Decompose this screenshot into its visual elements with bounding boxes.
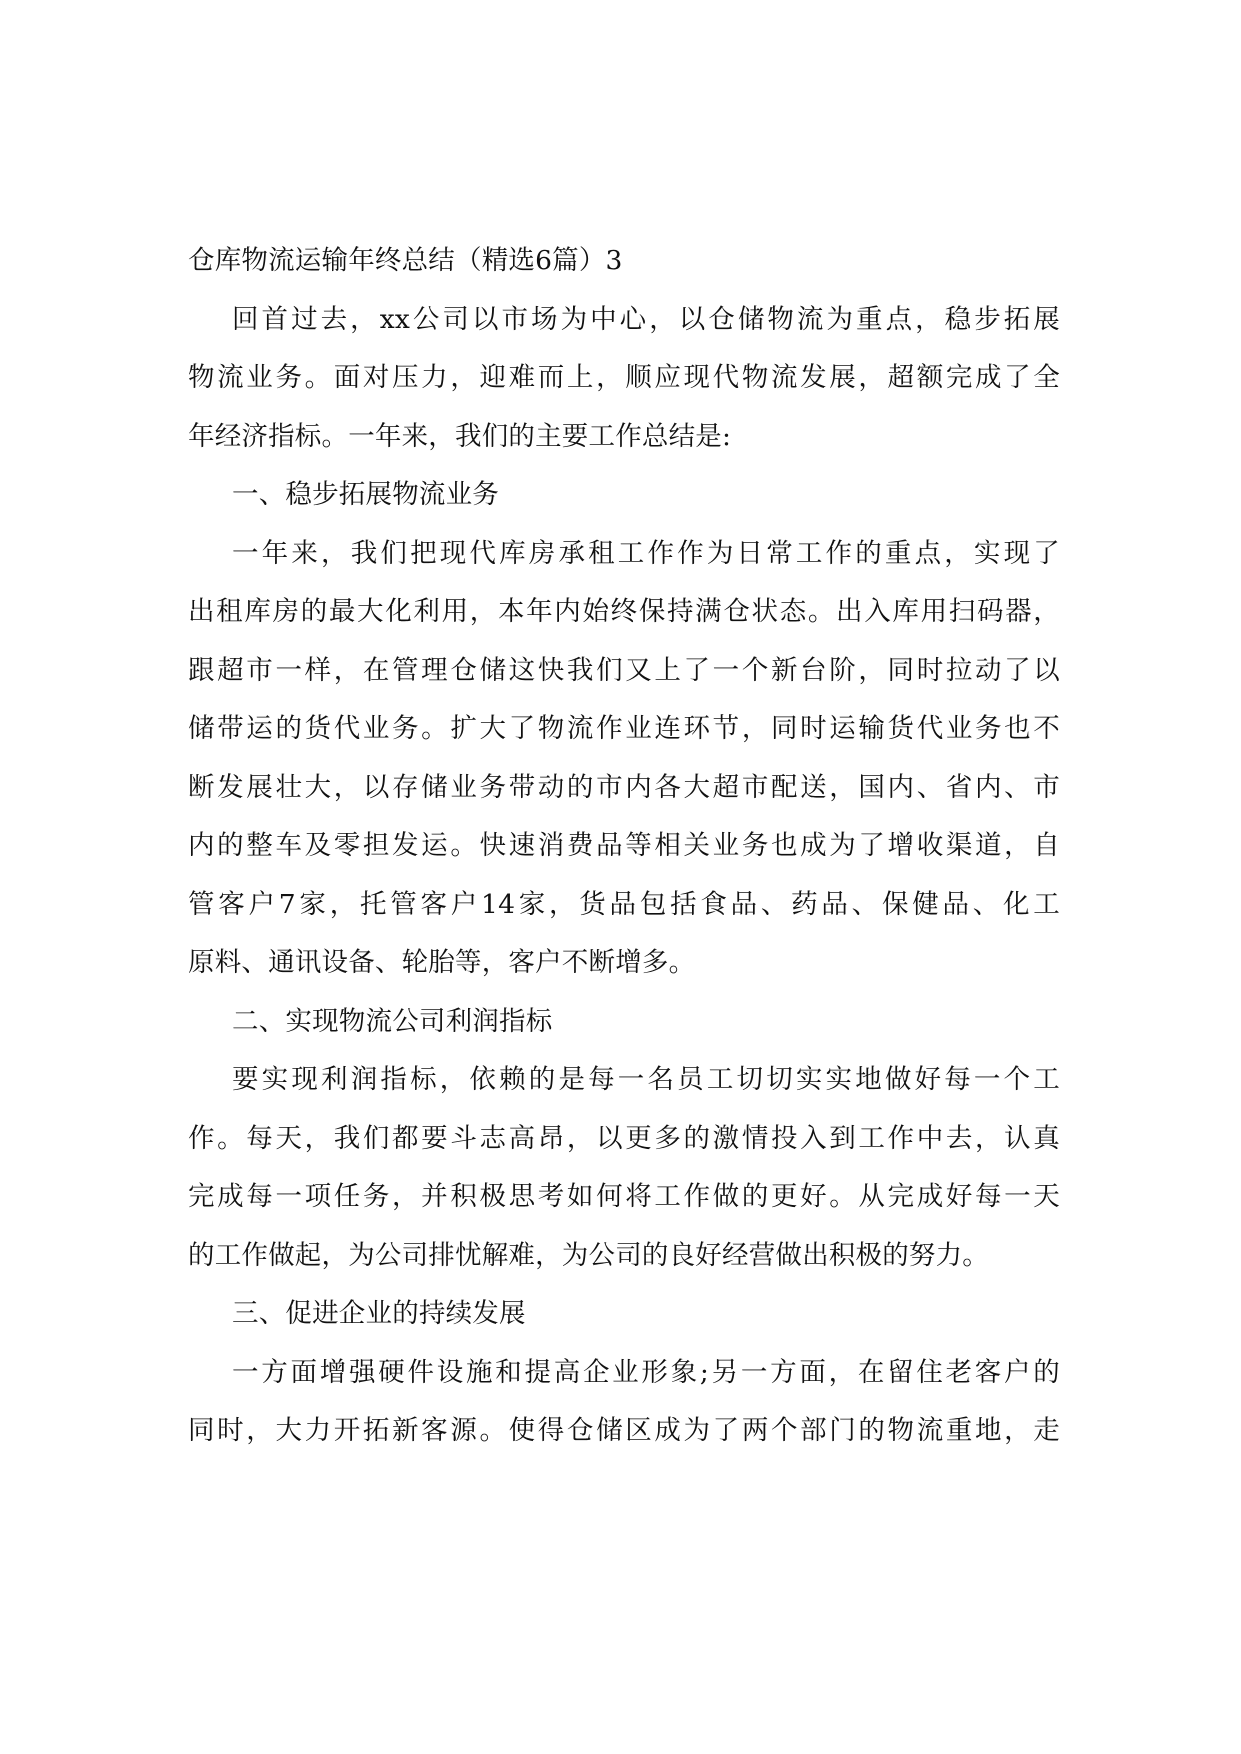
section-heading: 三、促进企业的持续发展 bbox=[232, 1298, 526, 1329]
paragraph-line: 跟超市一样，在管理仓储这快我们又上了一个新台阶，同时拉动了以 bbox=[188, 654, 1060, 686]
paragraph-line: 回首过去，xx公司以市场为中心，以仓储物流为重点，稳步拓展 bbox=[232, 303, 1060, 335]
document-body bbox=[188, 232, 1060, 1461]
paragraph-line: 一方面增强硬件设施和提高企业形象;另一方面，在留住老客户的 bbox=[232, 1356, 1060, 1388]
paragraph-line: 储带运的货代业务。扩大了物流作业连环节，同时运输货代业务也不 bbox=[188, 713, 1060, 744]
paragraph-line: 同时，大力开拓新客源。使得仓储区成为了两个部门的物流重地，走 bbox=[188, 1415, 1060, 1446]
paragraph-line: 原料、通讯设备、轮胎等，客户不断增多。 bbox=[188, 947, 696, 978]
section-heading: 二、实现物流公司利润指标 bbox=[232, 1005, 553, 1037]
paragraph-line: 断发展壮大，以存储业务带动的市内各大超市配送，国内、省内、市 bbox=[188, 771, 1060, 803]
document-title: 仓库物流运输年终总结（精选6篇）3 bbox=[188, 245, 623, 276]
paragraph-line: 出租库房的最大化利用，本年内始终保持满仓状态。出入库用扫码器， bbox=[188, 596, 1060, 627]
section-heading: 一、稳步拓展物流业务 bbox=[232, 479, 499, 510]
paragraph-line: 作。每天，我们都要斗志高昂，以更多的激情投入到工作中去，认真 bbox=[188, 1122, 1060, 1154]
paragraph-line: 的工作做起，为公司排忧解难，为公司的良好经营做出积极的努力。 bbox=[188, 1239, 989, 1271]
paragraph-line: 完成每一项任务，并积极思考如何将工作做的更好。从完成好每一天 bbox=[188, 1181, 1060, 1212]
paragraph-line: 物流业务。面对压力，迎难而上，顺应现代物流发展，超额完成了全 bbox=[188, 362, 1060, 393]
paragraph-line: 一年来，我们把现代库房承租工作作为日常工作的重点，实现了 bbox=[232, 537, 1060, 569]
paragraph-line: 年经济指标。一年来，我们的主要工作总结是: bbox=[188, 420, 732, 452]
paragraph-line: 要实现利润指标，依赖的是每一名员工切切实实地做好每一个工 bbox=[232, 1064, 1060, 1095]
paragraph-line: 管客户7家，托管客户14家，货品包括食品、药品、保健品、化工 bbox=[188, 888, 1060, 920]
paragraph-line: 内的整车及零担发运。快速消费品等相关业务也成为了增收渠道，自 bbox=[188, 830, 1060, 861]
